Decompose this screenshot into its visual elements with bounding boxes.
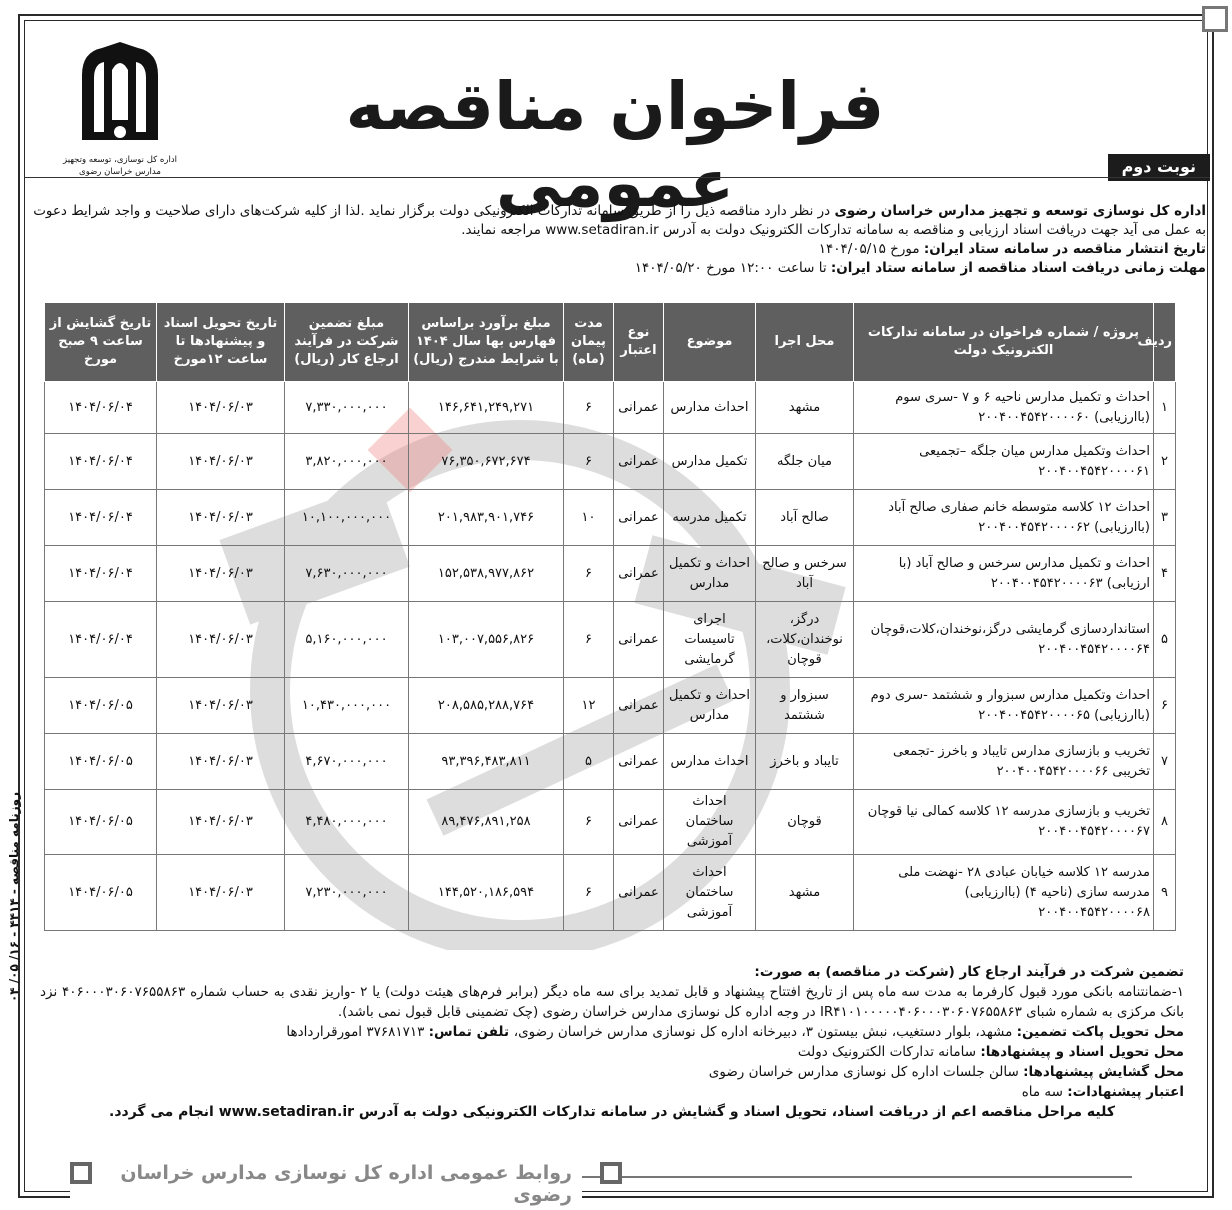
col-opening: تاریخ گشایش از ساعت ۹ صبح مورخ (45, 303, 157, 382)
cell-subject: اجرای تاسیسات گرمایشی (664, 602, 756, 678)
cell-location: سرخس و صالح آباد (756, 546, 854, 602)
cell-opening: ۱۴۰۴/۰۶/۰۴ (45, 546, 157, 602)
cell-subject: احداث مدارس (664, 382, 756, 434)
intro-paragraph (30, 202, 1206, 278)
page-title: فراخوان مناقصه عمومی (345, 68, 885, 222)
footer-banner (70, 1160, 1182, 1206)
cell-estimate: ۷۶,۳۵۰,۶۷۲,۶۷۴ (409, 434, 564, 490)
cell-n: ۸ (1154, 790, 1176, 855)
gate-emblem-icon (72, 40, 168, 150)
cell-estimate: ۹۳,۳۹۶,۴۸۳,۸۱۱ (409, 734, 564, 790)
cell-guarantee: ۷,۲۳۰,۰۰۰,۰۰۰ (285, 855, 409, 931)
cell-guarantee: ۷,۶۳۰,۰۰۰,۰۰۰ (285, 546, 409, 602)
cell-subject: تکمیل مدرسه (664, 490, 756, 546)
cell-opening: ۱۴۰۴/۰۶/۰۴ (45, 382, 157, 434)
col-delivery: تاریخ تحویل اسناد و پیشنهادها تا ساعت ۱۲مورخ (157, 303, 285, 382)
validity-text: سه ماه (1021, 1084, 1068, 1100)
cell-duration: ۶ (564, 790, 614, 855)
cell-estimate: ۱۰۳,۰۰۷,۵۵۶,۸۲۶ (409, 602, 564, 678)
cell-n: ۱ (1154, 382, 1176, 434)
cell-n: ۷ (1154, 734, 1176, 790)
col-location: محل اجرا (756, 303, 854, 382)
cell-location: سبزوار و ششتمد (756, 678, 854, 734)
intro-text (30, 202, 1206, 240)
intro-body-end: مراجعه نمایند. (461, 222, 541, 238)
table-row (45, 678, 1176, 734)
final-note: کلیه مراحل مناقصه اعم از دریافت اسناد، تحویل اسناد و گشایش در سامانه تدارکات الکترونیکی دولت به آدرس www.setadiran.ir انجام می گردد. (109, 1104, 1115, 1120)
public-relations-signature: روابط عمومی اداره کل نوسازی مدارس خراسان رضوی (70, 1162, 582, 1206)
organization-name: اداره کل نوسازی توسعه و تجهیز مدارس خراسان رضوی (834, 203, 1206, 219)
cell-duration: ۶ (564, 382, 614, 434)
col-estimate: مبلغ برآورد براساس فهارس بها سال ۱۴۰۴ با شرایط مندرج (ریال) (409, 303, 564, 382)
cell-n: ۶ (1154, 678, 1176, 734)
cell-opening: ۱۴۰۴/۰۶/۰۵ (45, 790, 157, 855)
cell-project: احداث و تکمیل مدارس ناحیه ۶ و ۷ -سری سوم (باارزیابی) ۲۰۰۴۰۰۴۵۴۲۰۰۰۰۶۰ (854, 382, 1154, 434)
col-project: پروژه / شماره فراخوان در سامانه تدارکات الکترونیک دولت (854, 303, 1154, 382)
table-row (45, 734, 1176, 790)
cell-guarantee: ۷,۳۳۰,۰۰۰,۰۰۰ (285, 382, 409, 434)
validity-label: اعتبار پیشنهادات: (1067, 1084, 1184, 1100)
intro-body: در نظر دارد مناقصه ذیل را از طریق سامانه تدارکات الکترونیکی دولت برگزار نماید .لذا از کلیه شرکت‌های دارای صلاحیت و واجد شرایط دعوت به عمل می آید جهت دریافت اسناد ارزیابی و مناقصه به سامانه تدارکات الکترونیک دولت به آدرس (33, 203, 1206, 238)
publish-date-label: تاریخ انتشار مناقصه در سامانه ستاد ایران: (923, 241, 1206, 257)
packet-text: مشهد، بلوار دستغیب، نبش بیستون ۳، دبیرخانه اداره کل نوسازی مدارس خراسان رضوی، (513, 1024, 1017, 1040)
setadiran-link[interactable]: www.setadiran.ir (540, 222, 663, 238)
logo-caption (60, 154, 180, 178)
col-row: ردیف (1154, 303, 1176, 382)
publish-date-value: مورخ ۱۴۰۴/۰۵/۱۵ (818, 241, 924, 257)
cell-location: مشهد (756, 382, 854, 434)
col-guarantee: مبلغ تضمین شرکت در فرآیند ارجاع کار (ریال) (285, 303, 409, 382)
cell-location: تایباد و باخرز (756, 734, 854, 790)
cell-location: میان جلگه (756, 434, 854, 490)
guarantee-text: ۱-ضمانتنامه بانکی مورد قبول کارفرما به مدت سه ماه پس از تاریخ افتتاح پیشنهاد و قابل تمدید برای سه ماه دیگر (برابر فرم‌های هیئت دولت) یا ۲ -واریز نقدی به حساب شماره ۴۰۶۰۰۰۳۰۶۰۷۶۵۵۸۶۳ نزد بانک مرکزی به شماره شبای IR۴۱۰۱۰۰۰۰۰۴۰۶۰۰۰۳۰۶۰۷۶۵۵۸۶۳ در وجه اداره کل نوسازی مدارس خراسان رضوی (چک تضمینی قابل قبول نمی باشد). (40, 984, 1184, 1020)
footer-square-icon (600, 1162, 622, 1184)
table-row (45, 602, 1176, 678)
cell-opening: ۱۴۰۴/۰۶/۰۴ (45, 434, 157, 490)
cell-opening: ۱۴۰۴/۰۶/۰۵ (45, 734, 157, 790)
cell-duration: ۶ (564, 546, 614, 602)
deadline-label: مهلت زمانی دریافت اسناد مناقصه از سامانه ستاد ایران: (830, 260, 1206, 276)
cell-duration: ۶ (564, 855, 614, 931)
corner-square-icon (1202, 6, 1228, 32)
cell-location: صالح آباد (756, 490, 854, 546)
deadline-value: تا ساعت ۱۲:۰۰ مورخ ۱۴۰۴/۰۵/۲۰ (634, 260, 831, 276)
cell-type: عمرانی (614, 382, 664, 434)
table-row (45, 382, 1176, 434)
table-row (45, 790, 1176, 855)
cell-guarantee: ۳,۸۲۰,۰۰۰,۰۰۰ (285, 434, 409, 490)
table-row (45, 546, 1176, 602)
cell-delivery: ۱۴۰۴/۰۶/۰۳ (157, 602, 285, 678)
col-duration: مدت پیمان (ماه) (564, 303, 614, 382)
cell-delivery: ۱۴۰۴/۰۶/۰۳ (157, 546, 285, 602)
cell-location: قوچان (756, 790, 854, 855)
side-note-text: روزنامه مناقصه - ۴۴۱۴ - ۱۶/ ۰۵/ ۰۴ (7, 791, 21, 1003)
cell-location: درگز، نوخندان،کلات، قوچان (756, 602, 854, 678)
cell-n: ۳ (1154, 490, 1176, 546)
cell-delivery: ۱۴۰۴/۰۶/۰۳ (157, 490, 285, 546)
cell-type: عمرانی (614, 434, 664, 490)
cell-guarantee: ۴,۶۷۰,۰۰۰,۰۰۰ (285, 734, 409, 790)
col-subject: موضوع (664, 303, 756, 382)
cell-project: احداث وتکمیل مدارس میان جلگه –تجمیعی ۲۰۰۴۰۰۴۵۴۲۰۰۰۰۶۱ (854, 434, 1154, 490)
logo-caption-line2: مدارس خراسان رضوی (79, 167, 161, 177)
deadline-line (30, 259, 1206, 278)
cell-opening: ۱۴۰۴/۰۶/۰۵ (45, 855, 157, 931)
cell-n: ۹ (1154, 855, 1176, 931)
docs-text: سامانه تدارکات الکترونیک دولت (797, 1044, 981, 1060)
cell-project: مدرسه ۱۲ کلاسه خیابان عبادی ۲۸ -نهضت ملی مدرسه سازی (ناحیه ۴) (باارزیابی) ۲۰۰۴۰۰۴۵۴۲۰۰۰۰۶۸ (854, 855, 1154, 931)
cell-guarantee: ۱۰,۱۰۰,۰۰۰,۰۰۰ (285, 490, 409, 546)
cell-estimate: ۱۴۴,۵۲۰,۱۸۶,۵۹۴ (409, 855, 564, 931)
cell-type: عمرانی (614, 490, 664, 546)
organization-logo (60, 40, 180, 178)
table-row (45, 490, 1176, 546)
cell-duration: ۱۲ (564, 678, 614, 734)
cell-opening: ۱۴۰۴/۰۶/۰۴ (45, 602, 157, 678)
cell-delivery: ۱۴۰۴/۰۶/۰۳ (157, 734, 285, 790)
cell-type: عمرانی (614, 546, 664, 602)
cell-n: ۲ (1154, 434, 1176, 490)
footer-terms (40, 962, 1184, 1122)
opening-location-label: محل گشایش پیشنهادها: (1023, 1064, 1184, 1080)
footer-square-icon (70, 1162, 92, 1184)
cell-estimate: ۱۴۶,۶۴۱,۲۴۹,۲۷۱ (409, 382, 564, 434)
publish-date-line (30, 240, 1206, 259)
docs-label: محل تحویل اسناد و پیشنهادها: (980, 1044, 1184, 1060)
cell-project: احداث و تکمیل مدارس سرخس و صالح آباد (با ارزیابی) ۲۰۰۴۰۰۴۵۴۲۰۰۰۰۶۳ (854, 546, 1154, 602)
cell-n: ۴ (1154, 546, 1176, 602)
cell-type: عمرانی (614, 602, 664, 678)
cell-guarantee: ۱۰,۴۳۰,۰۰۰,۰۰۰ (285, 678, 409, 734)
table-row (45, 855, 1176, 931)
cell-subject: تکمیل مدارس (664, 434, 756, 490)
cell-guarantee: ۵,۱۶۰,۰۰۰,۰۰۰ (285, 602, 409, 678)
logo-caption-line1: اداره کل نوسازی، توسعه وتجهیز (63, 155, 177, 165)
cell-subject: احداث ساختمان آموزشی (664, 855, 756, 931)
cell-duration: ۵ (564, 734, 614, 790)
cell-project: استانداردسازی گرمایشی درگز،نوخندان،کلات،قوچان ۲۰۰۴۰۰۴۵۴۲۰۰۰۰۶۴ (854, 602, 1154, 678)
newspaper-side-note (4, 760, 26, 1060)
cell-type: عمرانی (614, 734, 664, 790)
packet-label: محل تحویل پاکت تضمین: (1016, 1024, 1184, 1040)
cell-guarantee: ۴,۴۸۰,۰۰۰,۰۰۰ (285, 790, 409, 855)
cell-subject: احداث و تکمیل مدارس (664, 546, 756, 602)
cell-duration: ۶ (564, 602, 614, 678)
cell-n: ۵ (1154, 602, 1176, 678)
cell-delivery: ۱۴۰۴/۰۶/۰۳ (157, 790, 285, 855)
cell-project: احداث ۱۲ کلاسه متوسطه خانم صفاری صالح آباد (باارزیابی) ۲۰۰۴۰۰۴۵۴۲۰۰۰۰۶۲ (854, 490, 1154, 546)
cell-delivery: ۱۴۰۴/۰۶/۰۳ (157, 855, 285, 931)
cell-subject: احداث مدارس (664, 734, 756, 790)
cell-delivery: ۱۴۰۴/۰۶/۰۳ (157, 434, 285, 490)
cell-project: تخریب و بازسازی مدارس تایباد و باخرز -تجمعی تخریبی ۲۰۰۴۰۰۴۵۴۲۰۰۰۰۶۶ (854, 734, 1154, 790)
guarantee-title: تضمین شرکت در فرآیند ارجاع کار (شرکت در مناقصه) به صورت: (754, 964, 1184, 980)
cell-project: تخریب و بازسازی مدرسه ۱۲ کلاسه کمالی نیا قوچان ۲۰۰۴۰۰۴۵۴۲۰۰۰۰۶۷ (854, 790, 1154, 855)
cell-delivery: ۱۴۰۴/۰۶/۰۳ (157, 382, 285, 434)
cell-opening: ۱۴۰۴/۰۶/۰۴ (45, 490, 157, 546)
opening-location-text: سالن جلسات اداره کل نوسازی مدارس خراسان رضوی (708, 1064, 1024, 1080)
cell-project: احداث وتکمیل مدارس سبزوار و ششتمد -سری دوم (باارزیابی) ۲۰۰۴۰۰۴۵۴۲۰۰۰۰۶۵ (854, 678, 1154, 734)
cell-subject: احداث و تکمیل مدارس (664, 678, 756, 734)
cell-duration: ۱۰ (564, 490, 614, 546)
cell-estimate: ۱۵۲,۵۳۸,۹۷۷,۸۶۲ (409, 546, 564, 602)
cell-opening: ۱۴۰۴/۰۶/۰۵ (45, 678, 157, 734)
header-divider (24, 177, 1210, 178)
table-row (45, 434, 1176, 490)
phone-text: ۳۷۶۸۱۷۱۳ امورقراردادها (286, 1024, 429, 1040)
table-header-row (45, 303, 1176, 382)
cell-estimate: ۸۹,۴۷۶,۸۹۱,۲۵۸ (409, 790, 564, 855)
table-body (45, 382, 1176, 931)
col-type: نوع اعتبار (614, 303, 664, 382)
cell-subject: احداث ساختمان آموزشی (664, 790, 756, 855)
cell-type: عمرانی (614, 790, 664, 855)
cell-type: عمرانی (614, 678, 664, 734)
cell-location: مشهد (756, 855, 854, 931)
round-badge: نوبت دوم (1108, 154, 1210, 181)
cell-estimate: ۲۰۸,۵۸۵,۲۸۸,۷۶۴ (409, 678, 564, 734)
cell-type: عمرانی (614, 855, 664, 931)
cell-estimate: ۲۰۱,۹۸۳,۹۰۱,۷۴۶ (409, 490, 564, 546)
cell-delivery: ۱۴۰۴/۰۶/۰۳ (157, 678, 285, 734)
tender-table (44, 302, 1176, 931)
cell-duration: ۶ (564, 434, 614, 490)
phone-label: تلفن تماس: (428, 1024, 514, 1040)
